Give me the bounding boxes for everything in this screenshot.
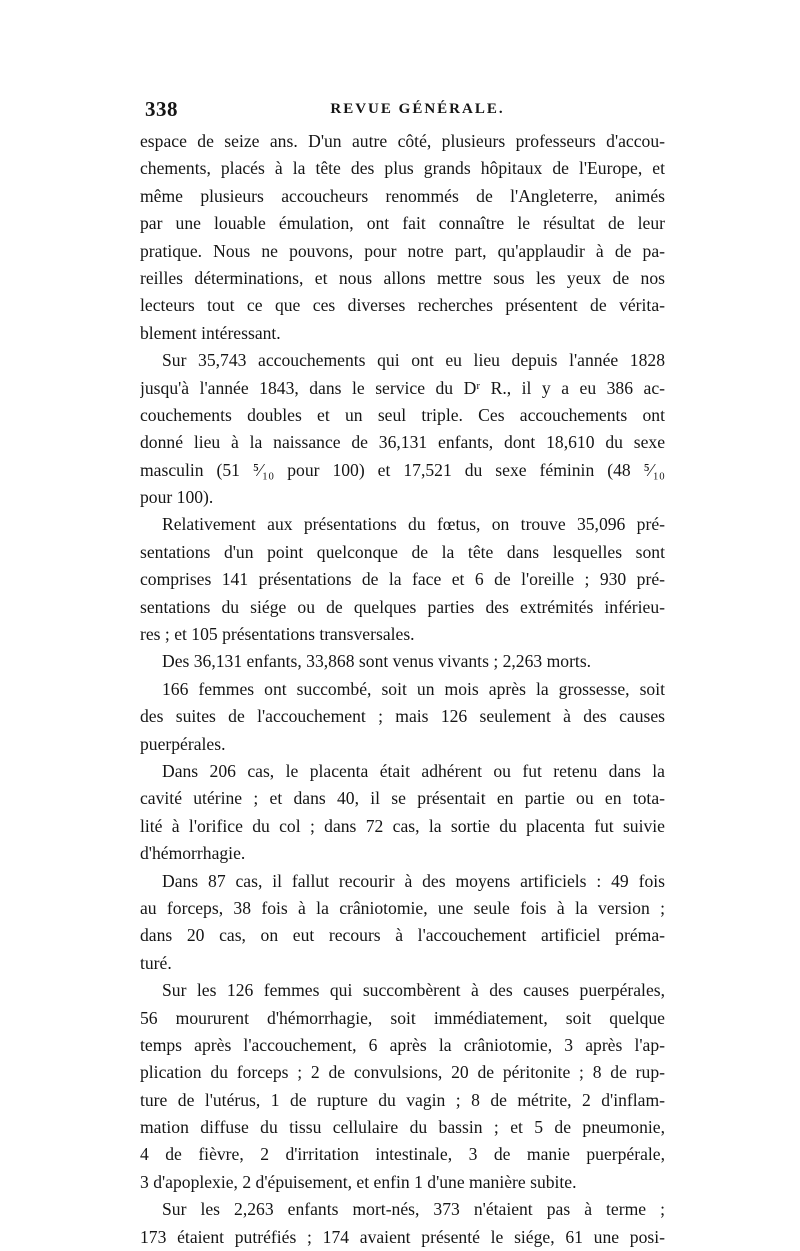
text-line: sentations du siége ou de quelques parties des extrémités inférieu- [140, 596, 665, 617]
text-line: comprises 141 présentations de la face et 6 de l'oreille ; 930 pré- [140, 569, 665, 590]
text-line: jusqu'à l'année 1843, dans le service du Dʳ R., il y a eu 386 ac- [140, 377, 665, 398]
text-line: blement intéressant. [140, 322, 281, 343]
running-head: REVUE GÉNÉRALE. [330, 101, 505, 117]
text-line: cavité utérine ; et dans 40, il se présentait en partie ou en tota- [140, 788, 665, 809]
paragraph-start-line: Dans 206 cas, le placenta était adhérent ou fut retenu dans la [162, 760, 665, 781]
text-line: 3 d'apoplexie, 2 d'épuisement, et enfin 1 d'une manière subite. [140, 1171, 577, 1192]
text-line: pour 100). [140, 487, 214, 508]
text-line: mation diffuse du tissu cellulaire du bassin ; et 5 de pneumonie, [140, 1117, 665, 1138]
text-line: d'hémorrhagie. [140, 843, 246, 864]
text-line: masculin (51 ⁵⁄₁₀ pour 100) et 17,521 du sexe féminin (48 ⁵⁄₁₀ [140, 459, 665, 480]
page-header [140, 97, 665, 127]
paragraph-start-line: 166 femmes ont succombé, soit un mois après la grossesse, soit [162, 678, 665, 699]
text-line: reilles déterminations, et nous allons mettre sous les yeux de nos [140, 267, 665, 288]
text-line: espace de seize ans. D'un autre côté, plusieurs professeurs d'accou- [140, 131, 665, 151]
text-line: sentations d'un point quelconque de la tête dans lesquelles sont [140, 541, 665, 562]
text-line: des suites de l'accouchement ; mais 126 seulement à des causes [140, 706, 665, 727]
text-line: 173 étaient putréfiés ; 174 avaient présenté le siége, 61 une posi- [140, 1226, 665, 1247]
paragraph-start-line: Sur 35,743 accouchements qui ont eu lieu depuis l'année 1828 [162, 350, 665, 371]
paragraph-start-line: Sur les 2,263 enfants mort-nés, 373 n'étaient pas à terme ; [162, 1199, 665, 1220]
text-line: temps après l'accouchement, 6 après la crâniotomie, 3 après l'ap- [140, 1034, 665, 1055]
text-line: pratique. Nous ne pouvons, pour notre part, qu'applaudir à de pa- [140, 240, 665, 261]
text-line: res ; et 105 présentations transversales. [140, 624, 415, 645]
paragraph-start-line: Des 36,131 enfants, 33,868 sont venus vivants ; 2,263 morts. [162, 651, 592, 672]
text-line: lecteurs tout ce que ces diverses recherches présentent de vérita- [140, 295, 665, 316]
text-line: lité à l'orifice du col ; dans 72 cas, la sortie du placenta fut suivie [140, 815, 665, 836]
page-number: 338 [145, 97, 178, 121]
paragraph-start-line: Dans 87 cas, il fallut recourir à des moyens artificiels : 49 fois [162, 870, 665, 891]
text-line: dans 20 cas, on eut recours à l'accouchement artificiel préma- [140, 925, 665, 946]
text-line: même plusieurs accoucheurs renommés de l'Angleterre, animés [140, 185, 665, 206]
text-line: 56 moururent d'hémorrhagie, soit immédiatement, soit quelque [140, 1007, 665, 1028]
text-line: au forceps, 38 fois à la crâniotomie, une seule fois à la version ; [140, 897, 665, 918]
paragraph-start-line: Sur les 126 femmes qui succombèrent à des causes puerpérales, [162, 980, 665, 1001]
text-line: donné lieu à la naissance de 36,131 enfants, dont 18,610 du sexe [140, 432, 665, 453]
text-line: puerpérales. [140, 733, 226, 754]
text-line: par une louable émulation, ont fait connaître le résultat de leur [140, 213, 665, 234]
text-line: turé. [140, 952, 172, 973]
text-line: ture de l'utérus, 1 de rupture du vagin ; 8 de métrite, 2 d'inflam- [140, 1089, 665, 1110]
paragraph-start-line: Relativement aux présentations du fœtus, on trouve 35,096 pré- [162, 514, 665, 535]
text-line: 4 de fièvre, 2 d'irritation intestinale, 3 de manie puerpérale, [140, 1144, 665, 1165]
page-body [140, 128, 665, 1251]
text-line: chements, placés à la tête des plus grands hôpitaux de l'Europe, et [140, 158, 665, 179]
text-line: couchements doubles et un seul triple. Ces accouchements ont [140, 404, 665, 425]
text-line: plication du forceps ; 2 de convulsions, 20 de péritonite ; 8 de rup- [140, 1062, 665, 1083]
